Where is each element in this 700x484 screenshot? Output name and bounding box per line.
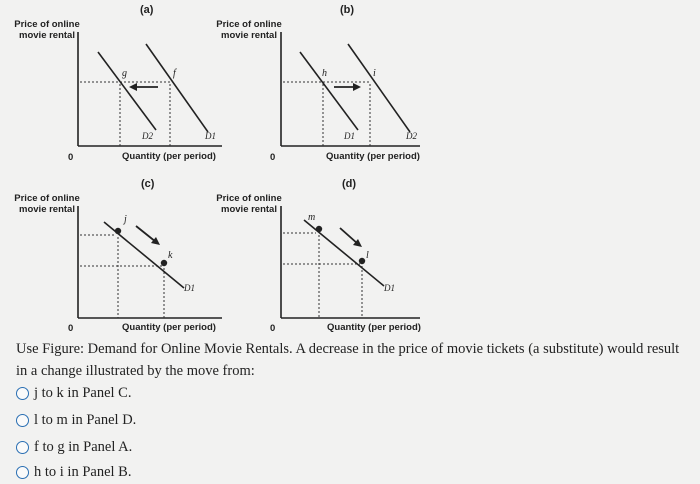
panel-a-y-title: Price of online movie rental [14, 19, 80, 41]
panel-b-y-title: Price of online movie rental [216, 19, 282, 41]
option-label: l to m in Panel D. [34, 412, 137, 428]
panel-b-demand-d1 [300, 52, 358, 130]
option-label: h to i in Panel B. [34, 464, 132, 480]
panel-d-origin: 0 [270, 323, 276, 334]
panel-a-curve-d2-label: D2 [142, 131, 153, 141]
panel-d-move-arrow [340, 228, 358, 244]
question-text: Use Figure: Demand for Online Movie Rentals. A decrease in the price of movie tickets (a substitute) would result in a change illustrated by the move from: [16, 341, 680, 379]
panel-b-graph [281, 32, 420, 146]
option-radio[interactable] [16, 387, 29, 400]
panel-a-x-title: Quantity (per period) [122, 151, 216, 162]
panel-a-point-g-label: g [122, 68, 127, 79]
panel-d-point-l-label: l [366, 250, 369, 261]
panel-d-x-title: Quantity (per period) [327, 322, 421, 333]
panel-a-origin: 0 [68, 152, 74, 163]
option-label: j to k in Panel C. [34, 385, 132, 401]
panel-a-demand-d1 [146, 44, 208, 132]
panel-d-point-l [359, 258, 365, 264]
option-radio[interactable] [16, 414, 29, 427]
option-radio[interactable] [16, 441, 29, 454]
panel-c-curve-d1-label: D1 [184, 283, 195, 293]
option-h-to-i[interactable] [16, 464, 131, 481]
panel-a-curve-d1-label: D1 [205, 131, 216, 141]
option-label: f to g in Panel A. [34, 439, 133, 455]
panel-b-curve-d1-label: D1 [344, 131, 355, 141]
panel-a-demand-d2 [98, 52, 156, 130]
panel-c-y-title: Price of online movie rental [14, 193, 80, 215]
panel-d-label: (d) [342, 178, 357, 190]
panel-c-point-k-label: k [168, 250, 173, 261]
panel-c-label: (c) [141, 178, 155, 190]
panel-c-origin: 0 [68, 323, 74, 334]
panel-d-y-title: Price of online movie rental [216, 193, 282, 215]
panel-c-move-arrow [136, 226, 156, 242]
panel-d-graph [281, 206, 420, 318]
panel-a-graph [78, 32, 222, 146]
panel-a-shift-arrowhead [129, 83, 137, 91]
panel-c-point-j [115, 228, 121, 234]
panel-b-x-title: Quantity (per period) [326, 151, 420, 162]
panel-d-curve-d1-label: D1 [384, 283, 395, 293]
panel-c-point-k [161, 260, 167, 266]
panel-b-shift-arrowhead [353, 83, 361, 91]
option-j-to-k[interactable] [16, 385, 131, 402]
panel-b-label: (b) [340, 4, 355, 16]
option-radio[interactable] [16, 466, 29, 479]
panel-c-point-j-label: j [124, 214, 127, 225]
panel-a-point-f-label: f [173, 68, 176, 79]
panel-d-point-m [316, 226, 322, 232]
panel-b-point-h-label: h [322, 68, 327, 79]
option-l-to-m[interactable] [16, 412, 136, 429]
panel-c-x-title: Quantity (per period) [122, 322, 216, 333]
panel-d-point-m-label: m [308, 212, 316, 223]
panel-c-graph [78, 206, 222, 318]
panel-a-label: (a) [140, 4, 154, 16]
panel-b-origin: 0 [270, 152, 276, 163]
option-f-to-g[interactable] [16, 439, 132, 456]
panel-b-curve-d2-label: D2 [406, 131, 417, 141]
panel-b-point-i-label: i [373, 68, 376, 79]
